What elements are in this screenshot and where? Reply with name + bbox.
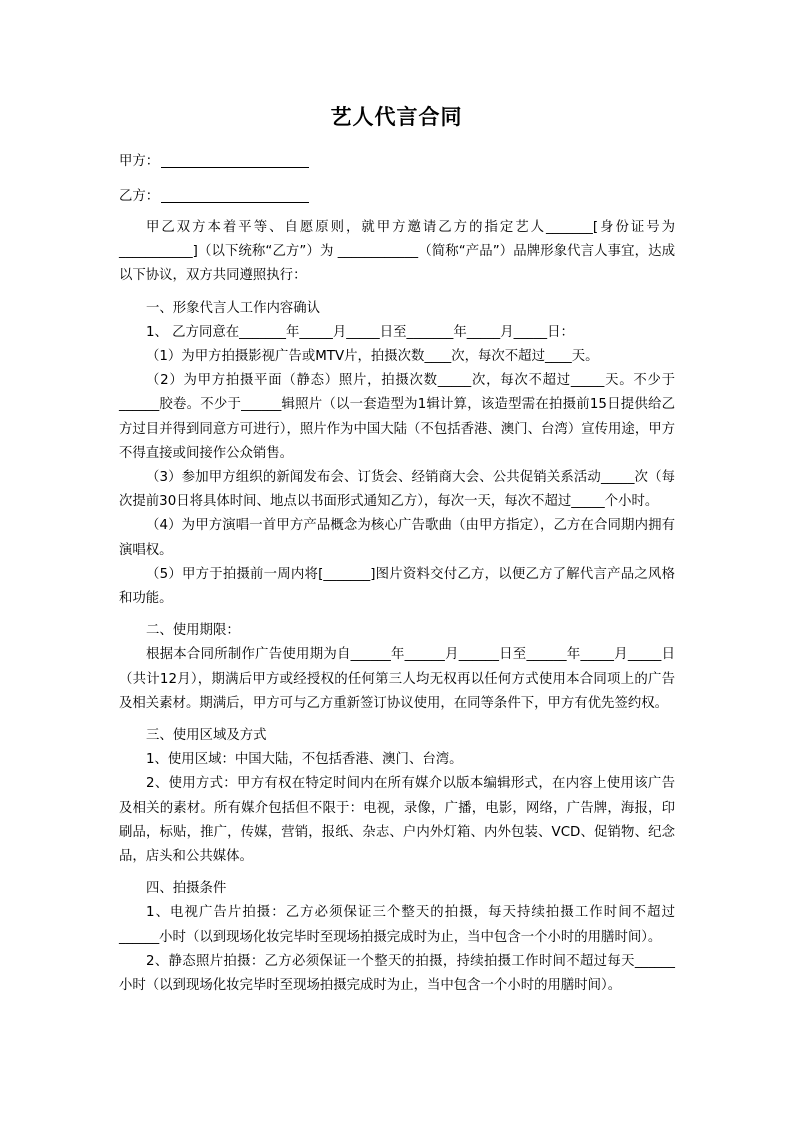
clause-paragraph: 2、使用方式：甲方有权在特定时间内在所有媒介以版本编辑形式，在内容上使用该广告及相关的素材。所有媒介包括但不限于：电视，录像，广播，电影，网络，广告牌，海报，印刷品，标贴，推广，传媒，营销，报纸、杂志、户内外灯箱、内外包装、VCD、促销物、纪念品，店头和公共媒体。 (119, 776, 675, 865)
clause-paragraph: （5）甲方于拍摄前一周内将[_______]图片资料交付乙方，以便乙方了解代言产品之风格和功能。 (119, 566, 675, 607)
clause-paragraph: （4）为甲方演唱一首甲方产品概念为核心广告歌曲（由甲方指定），乙方在合同期内拥有演唱权。 (119, 518, 675, 558)
party-b-blank (161, 185, 309, 203)
contract-title: 艺人代言合同 (330, 104, 463, 129)
party-a-line (119, 150, 309, 174)
section-heading: 一、形象代言人工作内容确认 (146, 300, 321, 316)
section-heading: 二、使用期限： (146, 623, 240, 639)
party-b-line (119, 185, 309, 209)
intro-paragraph: 甲乙双方本着平等、自愿原则，就甲方邀请乙方的指定艺人_______[身份证号为___________]（以下统称“乙方”）为 ____________（简称“产品”）品牌形象代言人事宜，达成以下协议，双方共同遵照执行： (119, 220, 675, 284)
clause-paragraph: 1、电视广告片拍摄：乙方必须保证三个整天的拍摄，每天持续拍摄工作时间不超过______小时（以到现场化妆完毕时至现场拍摄完成时为止，当中包含一个小时的用膳时间）。 (119, 905, 675, 945)
section-heading: 四、拍摄条件 (146, 881, 227, 897)
clause-paragraph: （1）为甲方拍摄影视广告或MTV片，拍摄次数____次，每次不超过____天。 (146, 349, 599, 365)
party-a-blank (161, 150, 309, 168)
clause-paragraph: 2、静态照片拍摄：乙方必须保证一个整天的拍摄，持续拍摄工作时间不超过每天______小时（以到现场化妆完毕时至现场拍摄完成时为止，当中包含一个小时的用膳时间）。 (119, 953, 675, 994)
contract-body (119, 216, 675, 998)
clause-paragraph: 1、使用区域：中国大陆，不包括香港、澳门、台湾。 (146, 752, 463, 768)
party-b-label: 乙方： (119, 189, 160, 204)
clause-paragraph: （2）为甲方拍摄平面（静态）照片，拍摄次数_____次，每次不超过_____天。不少于______胶卷。不少于______辑照片（以一套造型为1辑计算，该造型需在拍摄前15日提供给乙方过目并得到同意方可进行），照片作为中国大陆（不包括香港、澳门、台湾）宣传用途，甲方不得直接或间接作公众销售。 (119, 373, 675, 461)
party-a-label: 甲方： (119, 154, 160, 169)
clause-paragraph: （3）参加甲方组织的新闻发布会、订货会、经销商大会、公共促销关系活动_____次（每次提前30日将具体时间、地点以书面形式通知乙方），每次一天，每次不超过_____个小时。 (119, 470, 675, 510)
clause-paragraph: 1、 乙方同意在_______年_____月_____日至_______年_____月_____日： (146, 324, 574, 340)
clause-paragraph: 根据本合同所制作广告使用期为自______年______月______日至______年_____月_____日（共计12月），期满后甲方或经授权的任何第三人均无权再以任何方式使用本合同项上的广告及相关素材。期满后，甲方可与乙方重新签订协议使用，在同等条件下，甲方有优先签约权。 (119, 647, 675, 711)
section-heading: 三、使用区域及方式 (146, 728, 267, 744)
